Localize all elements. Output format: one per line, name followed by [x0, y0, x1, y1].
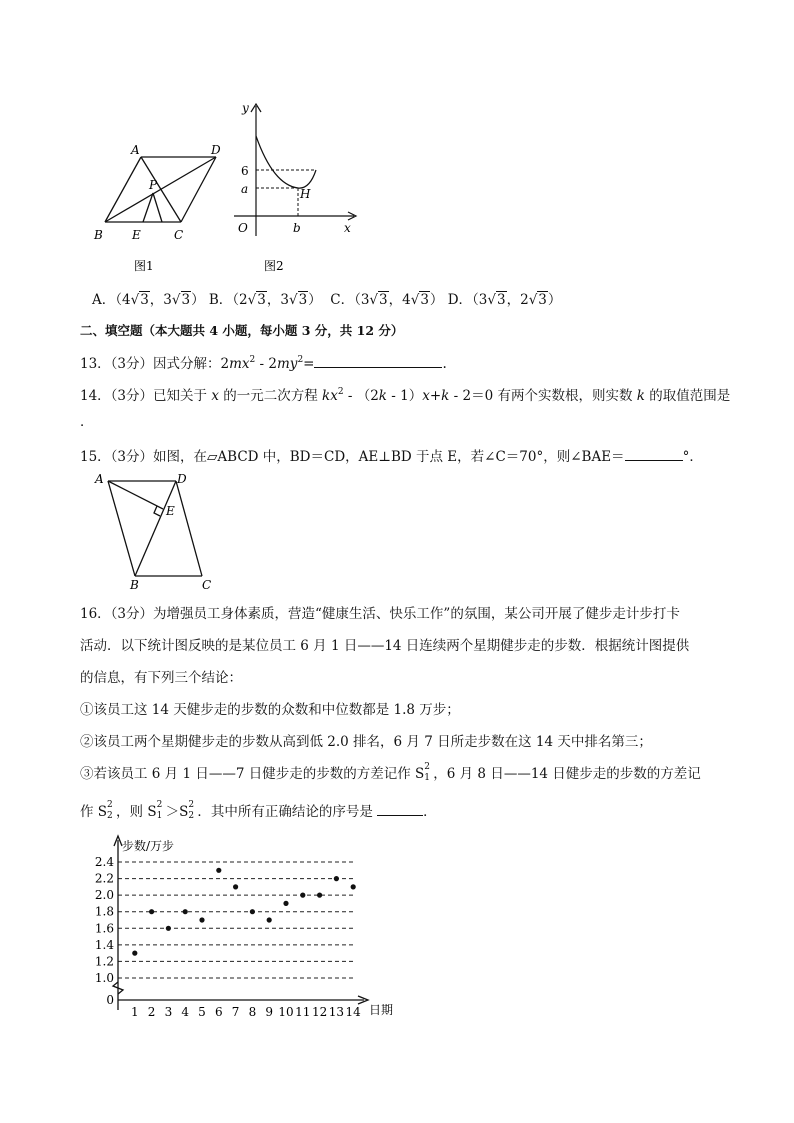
q15-label-C: C — [202, 578, 212, 592]
data-point — [199, 917, 204, 922]
chart-xlabel: 日期 — [369, 1003, 394, 1017]
data-point — [166, 926, 171, 931]
question-13: 13．（3分）因式分解：$2mx^2 - 2my^2=$ . — [80, 355, 447, 372]
q13-answer-blank[interactable] — [314, 355, 442, 368]
x-tick-label: 5 — [198, 1005, 206, 1019]
question-14: 14．（3分）已知关于 x 的一元二次方程 $kx^2 - (2k - 1)x+k - 2=0$ 有两个实数根，则实数 k 的取值范围是 — [80, 387, 731, 404]
fig2-label-6: 6 — [241, 164, 249, 178]
fig1-label-A: A — [131, 143, 140, 157]
question-14-line2: ． — [80, 414, 94, 430]
y-tick-label: 2.0 — [94, 888, 114, 903]
figure-2-graph — [222, 98, 362, 278]
conclusion-3-cont: 作 S 2 2 ，则 S 2 1 ＞S 2 2 ．其中所有正确结论的序号是 ． — [80, 799, 437, 821]
section-heading: 二、填空题（本大题共 4 小题，每小题 3 分，共 12 分） — [80, 323, 404, 338]
fig2-label-x: x — [344, 221, 351, 235]
data-point — [300, 893, 305, 898]
y-tick-label: 1.4 — [94, 937, 114, 952]
figure-1-parallelogram — [92, 98, 222, 278]
data-point — [334, 876, 339, 881]
data-point — [149, 909, 154, 914]
data-point — [216, 868, 221, 873]
x-tick-label: 4 — [181, 1005, 190, 1019]
option-a[interactable]: A．（4√3，3√3） — [92, 292, 205, 308]
y-tick-label: 1.0 — [94, 971, 114, 985]
x-tick-label: 1 — [130, 1005, 139, 1019]
data-point — [351, 884, 356, 889]
fig1-label-B: B — [94, 228, 103, 242]
x-tick-label: 7 — [231, 1005, 240, 1019]
y-tick-label: 0 — [106, 993, 114, 1007]
option-b[interactable]: B．（2√3，3√3） — [208, 292, 322, 308]
x-tick-label: 11 — [295, 1005, 311, 1019]
x-tick-label: 8 — [248, 1005, 257, 1019]
q15-label-D: D — [177, 472, 187, 486]
fig2-caption: 图2 — [264, 259, 284, 273]
data-point — [283, 901, 288, 906]
y-tick-label: 1.2 — [94, 954, 114, 969]
data-point — [233, 884, 238, 889]
fig1-label-C: C — [174, 228, 184, 242]
option-d[interactable]: D．（3√3，2√3） — [447, 292, 562, 308]
data-point — [132, 951, 137, 956]
q15-label-A: A — [95, 472, 104, 486]
x-tick-label: 6 — [214, 1005, 223, 1019]
question-16-line1: 16．（3分）为增强员工身体素质，营造“健康生活、快乐工作”的氛围，某公司开展了健步走计步打卡 — [80, 606, 680, 622]
data-point — [317, 893, 322, 898]
x-tick-label: 14 — [345, 1005, 361, 1019]
fig1-caption: 图1 — [134, 259, 154, 273]
fig2-label-y: y — [242, 101, 249, 115]
x-tick-label: 12 — [311, 1005, 328, 1019]
q15-label-E: E — [166, 504, 175, 518]
option-c[interactable]: C．（3√3，4√3） — [330, 292, 444, 308]
q15-answer-blank[interactable] — [625, 448, 683, 461]
conclusion-1: ①该员工这 14 天健步走的步数的众数和中位数都是 1.8 万步； — [80, 702, 460, 718]
fig2-label-b: b — [293, 221, 301, 235]
x-tick-label: 9 — [265, 1005, 274, 1019]
fig2-label-H: H — [300, 187, 311, 201]
fig1-label-P: P — [149, 178, 158, 192]
fig1-label-E: E — [132, 228, 141, 242]
q15-label-B: B — [130, 578, 139, 592]
answer-options — [92, 288, 561, 308]
fig1-label-D: D — [211, 143, 221, 157]
steps-scatter-chart — [88, 832, 418, 1022]
y-tick-label: 1.6 — [94, 921, 114, 936]
data-point — [183, 909, 188, 914]
question-16-line3: 的信息，有下列三个结论： — [80, 670, 242, 686]
fig2-label-a: a — [241, 182, 249, 196]
chart-ylabel: 步数/万步 — [122, 839, 175, 853]
x-tick-label: 13 — [328, 1005, 345, 1019]
x-tick-label: 2 — [147, 1005, 156, 1019]
fig2-label-O: O — [238, 221, 248, 235]
q16-answer-blank[interactable] — [377, 803, 423, 816]
data-point — [267, 917, 272, 922]
question-15: 15．（3分）如图，在▱ABCD 中，BD＝CD，AE⊥BD 于点 E，若∠C＝70°，则∠BAE＝ °． — [80, 449, 703, 465]
conclusion-3: ③若该员工 6 月 1 日——7 日健步走的步数的方差记作 S 2 1 ，6 月 8 日——14 日健步走的步数的方差记 — [80, 761, 701, 783]
data-point — [250, 909, 255, 914]
y-tick-label: 2.4 — [94, 855, 114, 869]
conclusion-2: ②该员工两个星期健步走的步数从高到低 2.0 排名，6 月 7 日所走步数在这 14 天中排名第三； — [80, 734, 652, 750]
y-tick-label: 2.2 — [94, 871, 114, 886]
y-tick-label: 1.8 — [94, 904, 114, 919]
question-16-line2: 活动．以下统计图反映的是某位员工 6 月 1 日——14 日连续两个星期健步走的步数．根据统计图提供 — [80, 638, 690, 654]
x-tick-label: 10 — [278, 1005, 294, 1019]
figure-q15-parallelogram — [90, 470, 220, 595]
x-tick-label: 3 — [164, 1005, 173, 1019]
